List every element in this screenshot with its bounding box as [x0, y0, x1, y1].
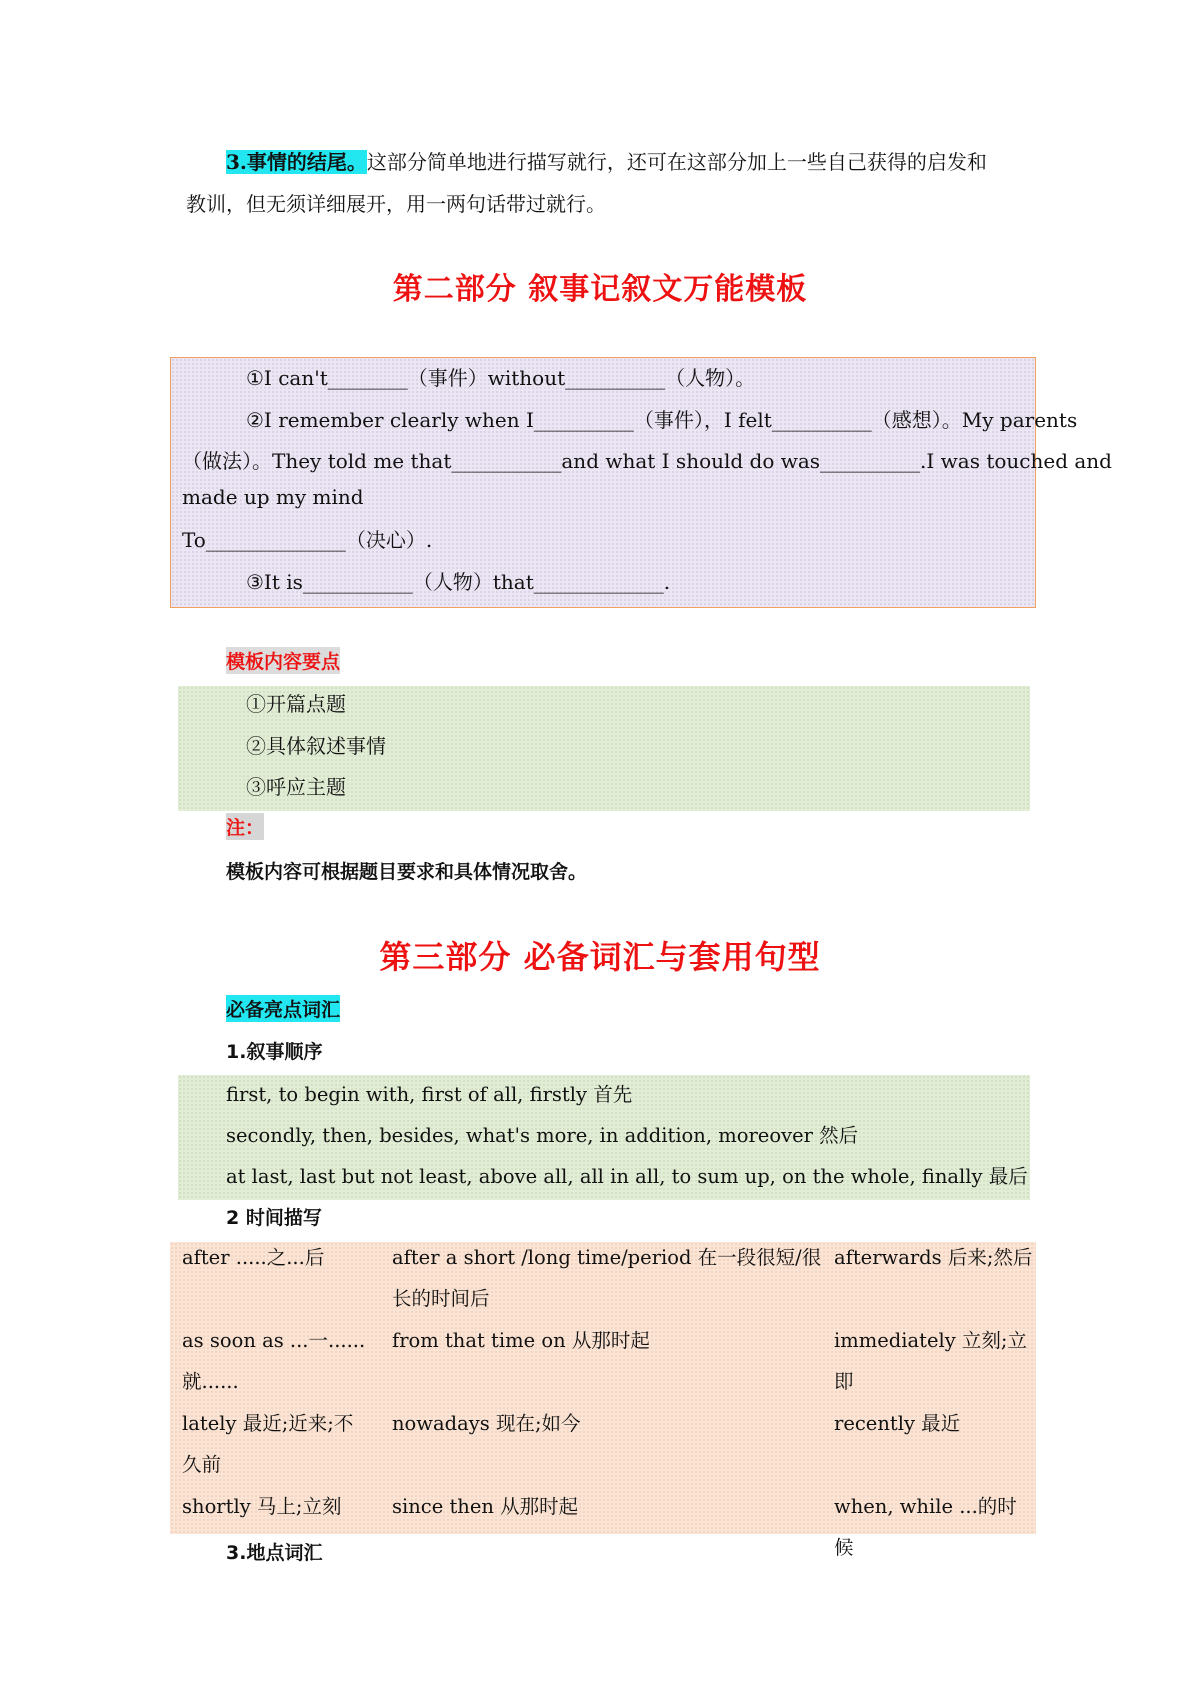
template-line-6: ③It is___________（人物）that_____________. [246, 570, 671, 594]
time-cell-r1c3: afterwards 后来;然后 [834, 1246, 1033, 1269]
points-heading: 模板内容要点 [226, 647, 340, 674]
note-label: 注： [226, 813, 264, 840]
time-cell-r4c3: when, while ...的时候 [834, 1495, 1017, 1559]
order-line-1: first, to begin with, first of all, firstly 首先 [226, 1083, 633, 1106]
order-line-3: at last, last but not least, above all, all in all, to sum up, on the whole, finally 最后 [226, 1165, 1028, 1188]
point-2: ②具体叙述事情 [246, 734, 386, 758]
template-line-2: ②I remember clearly when I__________（事件），I felt__________（感想）。My parents [246, 408, 1078, 432]
template-line-5: To______________（决心）. [182, 528, 433, 552]
section2-title: 第二部分 叙事记叙文万能模板 [392, 272, 808, 307]
template-line-3: （做法）。They told me that___________and what I should do was__________.I was touched and [182, 449, 1112, 473]
intro-paragraph [186, 141, 1036, 225]
point-1: ①开篇点题 [246, 692, 346, 716]
time-cell-r2c2: from that time on 从那时起 [392, 1329, 650, 1352]
time-cell-r2c1: as soon as ...一......就...... [182, 1329, 366, 1393]
time-cell-r2c3: immediately 立刻;立即 [834, 1329, 1028, 1393]
subheading-place: 3.地点词汇 [226, 1542, 323, 1564]
intro-label: 3.事情的结尾。 [226, 150, 367, 174]
time-cell-r4c1: shortly 马上;立刻 [182, 1495, 342, 1518]
order-line-2: secondly, then, besides, what's more, in addition, moreover 然后 [226, 1124, 859, 1147]
time-cell-r1c2: after a short /long time/period 在一段很短/很长的时间后 [392, 1246, 822, 1310]
time-cell-r3c2: nowadays 现在;如今 [392, 1412, 581, 1435]
subheading-order: 1.叙事顺序 [226, 1041, 323, 1063]
point-3: ③呼应主题 [246, 775, 346, 799]
time-cell-r3c1: lately 最近;近来;不久前 [182, 1412, 354, 1476]
section3-title: 第三部分 必备词汇与套用句型 [379, 938, 821, 976]
vocab-heading: 必备亮点词汇 [226, 995, 340, 1022]
time-cell-r3c3: recently 最近 [834, 1412, 961, 1435]
template-line-1: ①I can't________（事件）without__________（人物）。 [246, 366, 756, 390]
note-text: 模板内容可根据题目要求和具体情况取舍。 [226, 861, 588, 883]
time-cell-r1c1: after .....之...后 [182, 1246, 325, 1269]
intro-text-line2: 教训，但无须详细展开，用一两句话带过就行。 [186, 192, 606, 216]
intro-text-line1: 这部分简单地进行描写就行，还可在这部分加上一些自己获得的启发和 [366, 150, 987, 174]
subheading-time: 2 时间描写 [226, 1207, 322, 1229]
template-line-4: made up my mind [182, 485, 364, 509]
time-cell-r4c2: since then 从那时起 [392, 1495, 579, 1518]
